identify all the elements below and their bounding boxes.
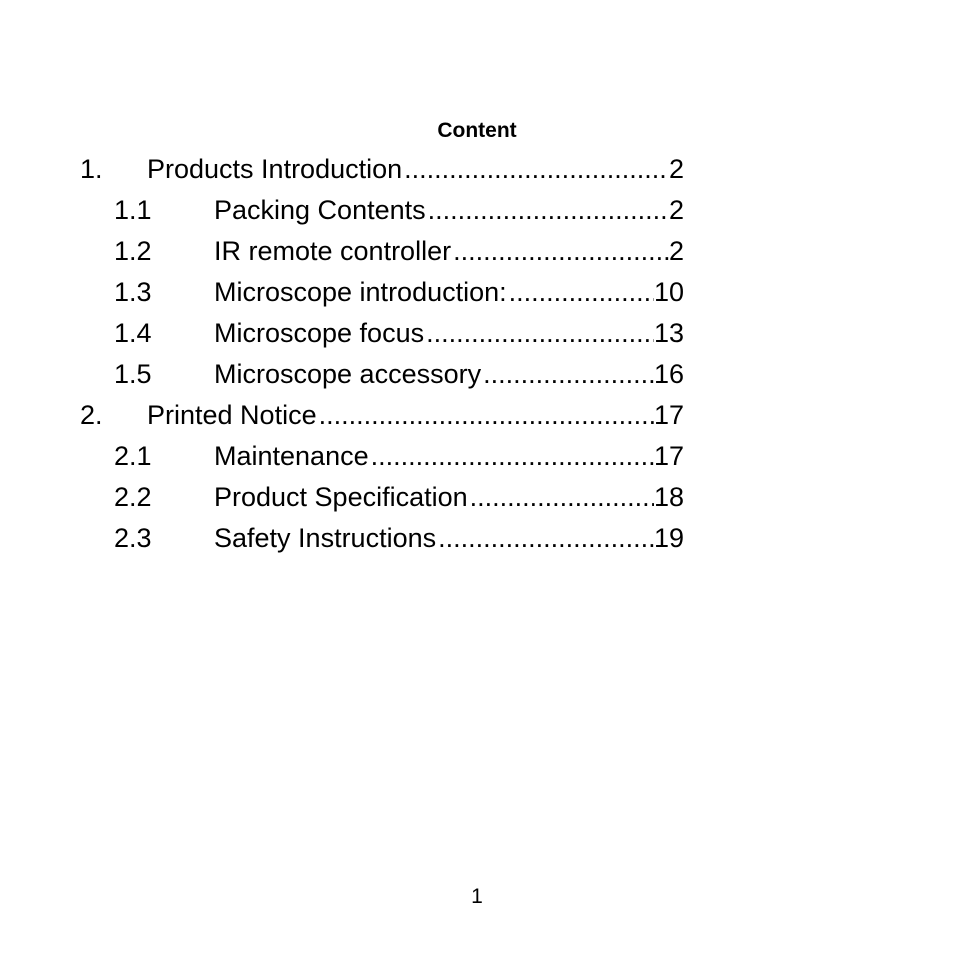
toc-entry-microscope-focus[interactable] xyxy=(0,314,690,352)
toc-entry-ir-remote-controller[interactable] xyxy=(0,232,690,270)
toc-entry-page: 17 xyxy=(654,437,684,475)
toc-dot-leader xyxy=(470,478,654,516)
toc-dot-leader xyxy=(453,232,669,270)
toc-entry-page: 13 xyxy=(654,314,684,352)
toc-entry-title: Packing Contents xyxy=(214,191,428,229)
toc-dot-leader xyxy=(319,396,654,434)
toc-dot-leader xyxy=(404,150,669,188)
toc-dot-leader xyxy=(509,273,654,311)
toc-heading: Content xyxy=(437,119,517,142)
toc-entry-title: Maintenance xyxy=(214,437,371,475)
toc-entry-page: 2 xyxy=(669,150,684,188)
toc-entry-safety-instructions[interactable] xyxy=(0,519,690,557)
toc-dot-leader xyxy=(426,314,654,352)
toc-entry-page: 19 xyxy=(654,519,684,557)
toc-dot-leader xyxy=(428,191,669,229)
toc-entry-microscope-introduction[interactable] xyxy=(0,273,690,311)
toc-entry-page: 17 xyxy=(654,396,684,434)
toc-entry-number: 1.2 xyxy=(114,236,152,266)
toc-entry-number: 1. xyxy=(80,154,103,184)
toc-entry-title: Safety Instructions xyxy=(214,519,438,557)
toc-entry-page: 2 xyxy=(669,191,684,229)
toc-entry-page: 2 xyxy=(669,232,684,270)
toc-entry-products-introduction[interactable] xyxy=(0,150,690,188)
toc-entry-printed-notice[interactable] xyxy=(0,396,690,434)
toc-entry-title: Product Specification xyxy=(214,478,470,516)
toc-entry-number: 2.2 xyxy=(114,482,152,512)
toc-entry-title: Microscope introduction: xyxy=(214,273,509,311)
toc-entry-page: 18 xyxy=(654,478,684,516)
toc-entry-page: 16 xyxy=(654,355,684,393)
toc-entry-number: 2.3 xyxy=(114,523,152,553)
toc-entry-title: Microscope accessory xyxy=(214,355,483,393)
toc-entry-number: 1.5 xyxy=(114,359,152,389)
toc-entry-microscope-accessory[interactable] xyxy=(0,355,690,393)
toc-entry-number: 1.4 xyxy=(114,318,152,348)
toc-entry-number: 1.1 xyxy=(114,195,152,225)
toc-entry-title: Microscope focus xyxy=(214,314,426,352)
toc-entry-number: 2. xyxy=(80,400,103,430)
toc-entry-number: 1.3 xyxy=(114,277,152,307)
toc-entry-page: 10 xyxy=(654,273,684,311)
toc-entry-number: 2.1 xyxy=(114,441,152,471)
toc-dot-leader xyxy=(438,519,654,557)
table-of-contents xyxy=(0,150,954,580)
toc-entry-packing-contents[interactable] xyxy=(0,191,690,229)
toc-entry-title: IR remote controller xyxy=(214,232,453,270)
toc-entry-product-specification[interactable] xyxy=(0,478,690,516)
toc-dot-leader xyxy=(371,437,654,475)
toc-entry-title: Products Introduction xyxy=(147,150,404,188)
toc-entry-maintenance[interactable] xyxy=(0,437,690,475)
toc-dot-leader xyxy=(483,355,654,393)
toc-entry-title: Printed Notice xyxy=(147,396,319,434)
page-number: 1 xyxy=(471,885,483,908)
